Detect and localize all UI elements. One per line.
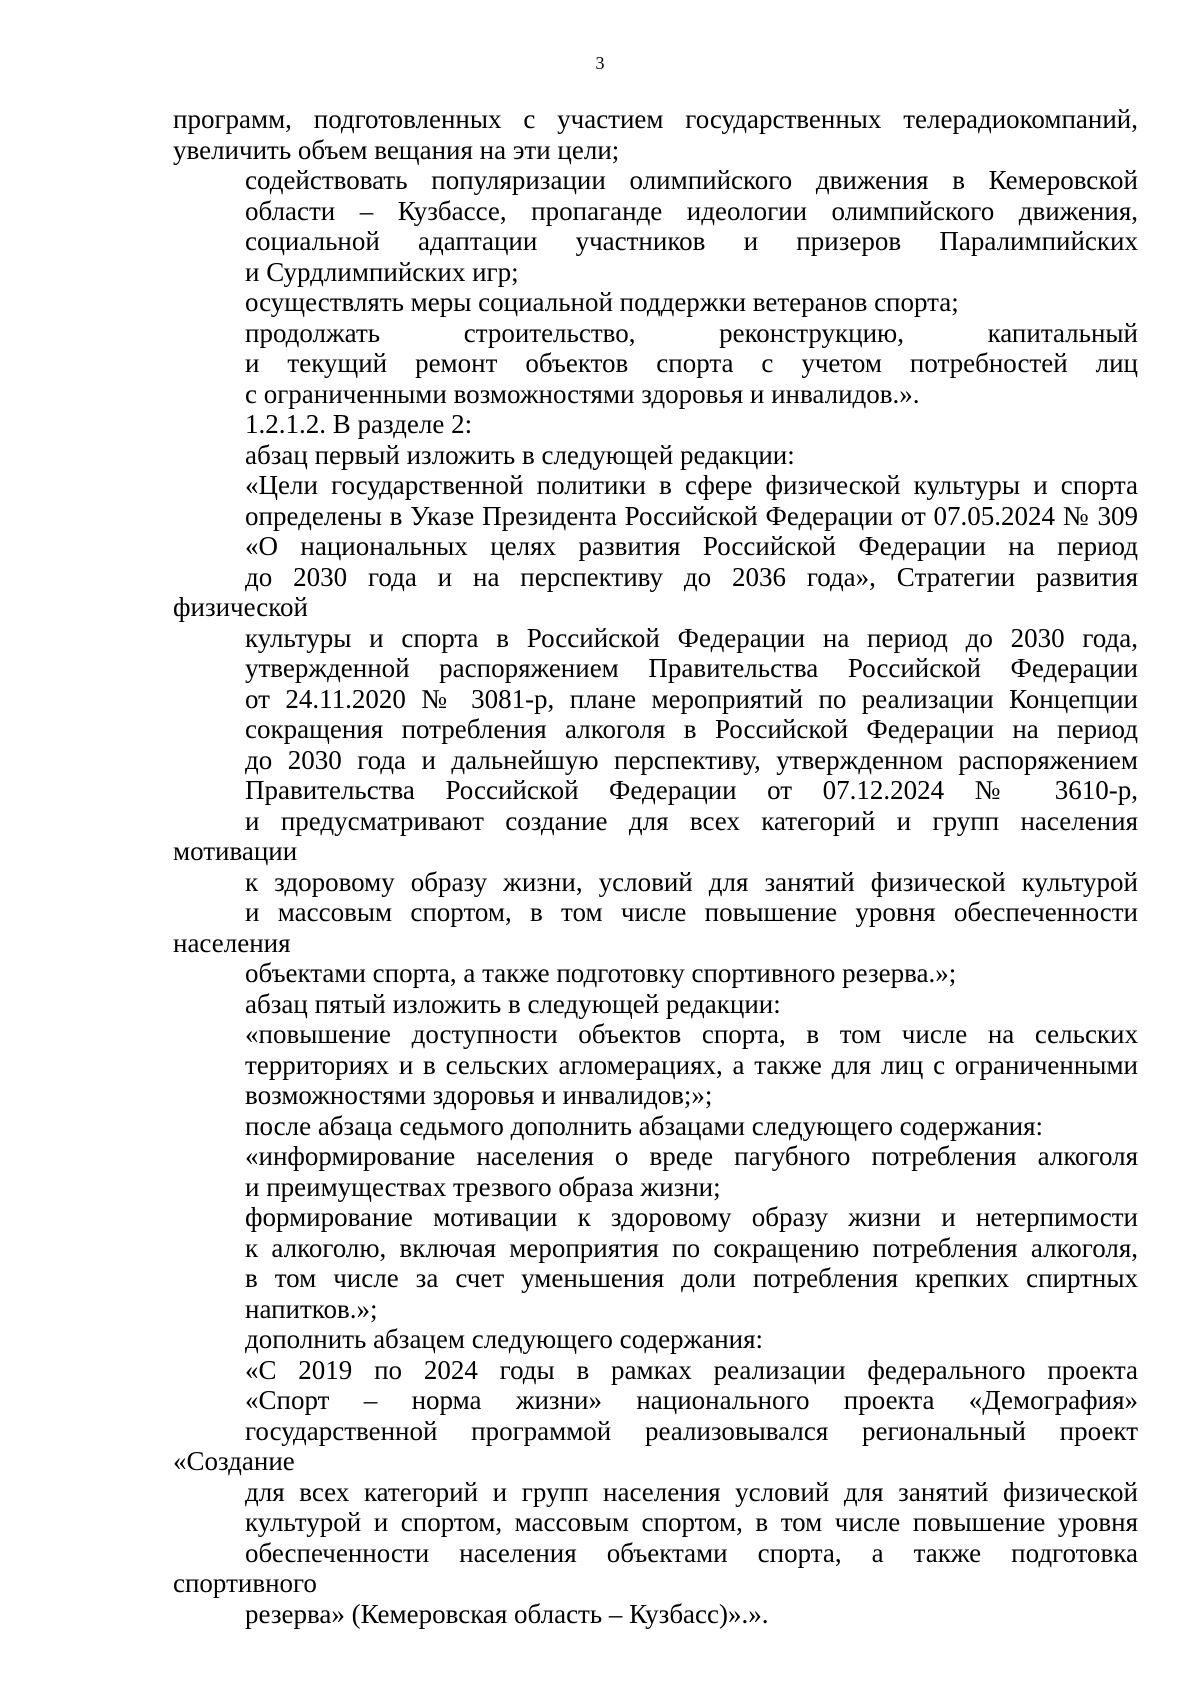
text-line: содействовать популяризации олимпийского движения в Кемеровской xyxy=(245,165,1138,195)
paragraph xyxy=(173,470,1138,989)
paragraph xyxy=(173,287,1138,318)
paragraph xyxy=(173,1355,1138,1630)
text-line: и текущий ремонт объектов спорта с учетом потребностей лиц xyxy=(245,348,1138,378)
text-line: формирование мотивации к здоровому образу жизни и нетерпимости xyxy=(245,1202,1138,1232)
text-line: «Цели государственной политики в сфере физической культуры и спорта xyxy=(245,470,1138,500)
text-line: и Сурдлимпийских игр; xyxy=(245,256,519,287)
page-number: 3 xyxy=(595,53,605,73)
text-line: сокращения потребления алкоголя в Российской Федерации на период xyxy=(245,714,1138,744)
text-line: социальной адаптации участников и призеров Паралимпийских xyxy=(245,226,1138,256)
text-line: к здоровому образу жизни, условий для занятий физической культурой xyxy=(245,866,1138,897)
text-line: продолжать строительство, реконструкцию, капитальный xyxy=(245,317,1138,348)
text-line: абзац первый изложить в следующей редакции: xyxy=(245,439,795,470)
text-line: территориях и в сельских агломерациях, а также для лиц с ограниченными xyxy=(245,1049,1138,1080)
text-line: возможностями здоровья и инвалидов;»; xyxy=(245,1080,713,1110)
text-line: объектами спорта, а также подготовку спортивного резерва.»; xyxy=(245,958,957,988)
document-body xyxy=(173,104,1138,1629)
paragraph xyxy=(173,104,1138,165)
text-line: Правительства Российской Федерации от 07.12.2024 № 3610-р, xyxy=(245,775,1138,805)
text-line: и предусматривают создание для всех категорий и групп населения мотивации xyxy=(173,805,1138,866)
text-line: дополнить абзацем следующего содержания: xyxy=(245,1324,764,1354)
paragraph xyxy=(173,1111,1138,1142)
text-line: 1.2.1.2. В разделе 2: xyxy=(245,409,473,439)
text-line: культуры и спорта в Российской Федерации на период до 2030 года, xyxy=(245,622,1138,653)
text-line: с ограниченными возможностями здоровья и инвалидов.». xyxy=(245,378,920,409)
paragraph xyxy=(173,318,1138,410)
text-line: и преимуществах трезвого образа жизни; xyxy=(245,1171,721,1202)
text-line: «С 2019 по 2024 годы в рамках реализации федерального проекта xyxy=(245,1354,1138,1385)
text-line: абзац пятый изложить в следующей редакции: xyxy=(245,988,781,1019)
text-line: до 2030 года и дальнейшую перспективу, утвержденном распоряжением xyxy=(245,744,1138,775)
text-line: увеличить объем вещания на эти цели; xyxy=(173,134,620,165)
text-line: к алкоголю, включая мероприятия по сокращению потребления алкоголя, xyxy=(245,1232,1138,1263)
text-line: для всех категорий и групп населения условий для занятий физической xyxy=(245,1476,1138,1507)
paragraph xyxy=(173,440,1138,471)
paragraph xyxy=(173,1202,1138,1324)
paragraph xyxy=(173,409,1138,440)
paragraph xyxy=(173,1019,1138,1111)
text-line: «повышение доступности объектов спорта, в том числе на сельских xyxy=(245,1019,1138,1049)
text-line: области – Кузбассе, пропаганде идеологии олимпийского движения, xyxy=(245,195,1138,226)
text-line: от 24.11.2020 № 3081-р, плане мероприятий по реализации Концепции xyxy=(245,683,1138,714)
text-line: утвержденной распоряжением Правительства Российской Федерации xyxy=(245,653,1138,683)
text-line: определены в Указе Президента Российской Федерации от 07.05.2024 № 309 xyxy=(245,500,1138,531)
paragraph xyxy=(173,1324,1138,1355)
text-line: обеспеченности населения объектами спорта, а также подготовка спортивного xyxy=(173,1537,1138,1598)
text-line: и массовым спортом, в том числе повышение уровня обеспеченности населения xyxy=(173,897,1138,958)
text-line: осуществлять меры социальной поддержки ветеранов спорта; xyxy=(245,287,959,317)
text-line: культурой и спортом, массовым спортом, в том числе повышение уровня xyxy=(245,1507,1138,1537)
text-line: программ, подготовленных с участием государственных телерадиокомпаний, xyxy=(173,104,1138,134)
text-line: «Спорт – норма жизни» национального проекта «Демография» xyxy=(245,1385,1138,1415)
paragraph xyxy=(173,165,1138,287)
text-line: до 2030 года и на перспективу до 2036 года», Стратегии развития физической xyxy=(173,561,1138,622)
text-line: в том числе за счет уменьшения доли потребления крепких спиртных xyxy=(245,1263,1138,1293)
text-line: резерва» (Кемеровская область – Кузбасс)».». xyxy=(245,1598,769,1629)
text-line: государственной программой реализовывался региональный проект «Создание xyxy=(173,1415,1138,1476)
paragraph xyxy=(173,989,1138,1020)
text-line: «информирование населения о вреде пагубного потребления алкоголя xyxy=(245,1141,1138,1171)
text-line: напитков.»; xyxy=(245,1293,378,1324)
paragraph xyxy=(173,1141,1138,1202)
text-line: после абзаца седьмого дополнить абзацами следующего содержания: xyxy=(245,1110,1044,1141)
text-line: «О национальных целях развития Российской Федерации на период xyxy=(245,531,1138,561)
